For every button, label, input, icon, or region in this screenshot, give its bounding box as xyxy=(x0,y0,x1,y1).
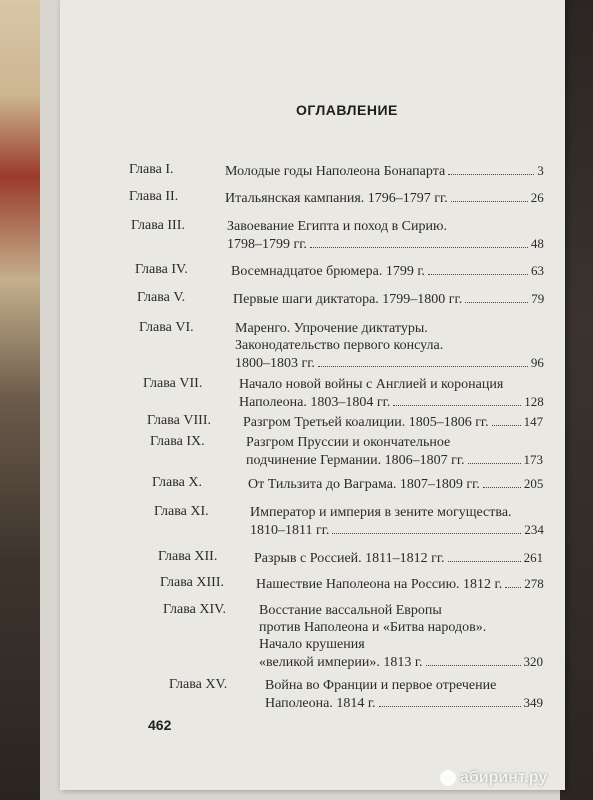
chapter-label: Глава XIV. xyxy=(163,602,226,617)
chapter-title-line: Разрыв с Россией. 1811–1812 гг. xyxy=(254,551,445,566)
page-ref: 205 xyxy=(523,476,544,491)
page-ref: 278 xyxy=(524,576,544,591)
page-ref: 320 xyxy=(523,654,544,669)
chapter-title xyxy=(231,262,546,280)
chapter-title xyxy=(259,602,546,671)
chapter-title xyxy=(235,320,546,372)
chapter-label: Глава II. xyxy=(129,189,179,204)
chapter-title-line: 1800–1803 гг. xyxy=(235,356,315,371)
chapter-label: Глава VI. xyxy=(139,320,194,335)
chapter-title-line: «великой империи». 1813 г. xyxy=(259,655,423,670)
chapter-title xyxy=(256,575,546,593)
dot-leader xyxy=(428,264,528,275)
page-ref: 147 xyxy=(523,414,544,429)
dot-leader xyxy=(448,551,521,562)
chapter-title-line: Начало крушения xyxy=(259,637,365,652)
chapter-title-line: Начало новой войны с Англией и коронация xyxy=(239,377,504,392)
chapter-title-line: Восемнадцатое брюмера. 1799 г. xyxy=(231,264,425,279)
chapter-title-line: Наполеона. 1814 г. xyxy=(265,696,376,711)
chapter-title xyxy=(233,290,546,308)
page-ref: 349 xyxy=(523,695,544,710)
dot-leader xyxy=(332,523,521,534)
chapter-title xyxy=(246,434,546,469)
dot-leader xyxy=(426,655,521,666)
chapter-title-line: Война во Франции и первое отречение xyxy=(265,678,497,693)
chapter-title xyxy=(225,162,546,180)
dot-leader xyxy=(393,395,521,406)
dot-leader xyxy=(451,191,528,202)
dot-leader xyxy=(448,164,534,175)
chapter-title-line: Император и империя в зените могущества. xyxy=(250,505,512,520)
watermark xyxy=(440,769,547,787)
chapter-label: Глава XII. xyxy=(158,549,218,564)
chapter-title xyxy=(243,413,546,431)
chapter-label: Глава VII. xyxy=(143,376,203,391)
chapter-title-line: Первые шаги диктатора. 1799–1800 гг. xyxy=(233,292,463,307)
chapter-label: Глава XV. xyxy=(169,677,228,692)
chapter-label: Глава V. xyxy=(137,290,186,305)
chapter-title-line: Нашествие Наполеона на Россию. 1812 г. xyxy=(256,577,503,592)
page-number: 462 xyxy=(148,717,172,733)
dot-leader xyxy=(465,292,528,303)
page-ref: 234 xyxy=(524,522,544,537)
chapter-title-line: Маренго. Упрочение диктатуры. xyxy=(235,321,428,336)
labirint-logo-icon xyxy=(440,770,456,786)
chapter-title xyxy=(254,549,546,567)
chapter-label: Глава IV. xyxy=(135,262,188,277)
chapter-title xyxy=(239,376,546,411)
toc-heading: ОГЛАВЛЕНИЕ xyxy=(296,102,398,118)
chapter-label: Глава IX. xyxy=(150,434,205,449)
chapter-title-line: против Наполеона и «Битва народов». xyxy=(259,620,487,635)
chapter-title-line: Разгром Пруссии и окончательное xyxy=(246,435,451,450)
chapter-title xyxy=(227,218,546,253)
page-ref: 261 xyxy=(523,550,544,565)
chapter-label: Глава III. xyxy=(131,218,185,233)
chapter-label: Глава XIII. xyxy=(160,575,224,590)
chapter-title xyxy=(248,475,546,493)
dot-leader xyxy=(379,696,521,707)
dot-leader xyxy=(483,477,521,488)
dot-leader xyxy=(492,415,521,426)
chapter-title-line: Молодые годы Наполеона Бонапарта xyxy=(225,164,446,179)
chapter-title-line: 1798–1799 гг. xyxy=(227,237,307,252)
chapter-title-line: подчинение Германии. 1806–1807 гг. xyxy=(246,453,465,468)
chapter-label: Глава XI. xyxy=(154,504,209,519)
dot-leader xyxy=(468,453,521,464)
dot-leader xyxy=(310,237,528,248)
chapter-title-line: 1810–1811 гг. xyxy=(250,523,330,538)
chapter-title-line: Разгром Третьей коалиции. 1805–1806 гг. xyxy=(243,415,489,430)
page-ref: 3 xyxy=(537,163,544,178)
chapter-title-line: Наполеона. 1803–1804 гг. xyxy=(239,395,391,410)
chapter-title-line: Завоевание Египта и поход в Сирию. xyxy=(227,219,447,234)
chapter-title xyxy=(250,504,546,539)
page-ref: 48 xyxy=(530,236,544,251)
page-ref: 79 xyxy=(531,291,545,306)
page-ref: 96 xyxy=(530,355,544,370)
chapter-label: Глава I. xyxy=(129,162,174,177)
page-ref: 128 xyxy=(524,394,544,409)
dot-leader xyxy=(505,577,521,588)
chapter-label: Глава X. xyxy=(152,475,202,490)
chapter-title-line: Восстание вассальной Европы xyxy=(259,603,442,618)
dot-leader xyxy=(318,356,528,367)
chapter-title-line: Итальянская кампания. 1796–1797 гг. xyxy=(225,191,448,206)
chapter-title-line: От Тильзита до Ваграма. 1807–1809 гг. xyxy=(248,477,480,492)
chapter-title xyxy=(225,189,546,207)
chapter-title-line: Законодательство первого консула. xyxy=(235,338,444,353)
page-ref: 173 xyxy=(523,452,544,467)
chapter-title xyxy=(265,677,546,712)
watermark-text: абиринт.ру xyxy=(460,769,548,786)
page-ref: 26 xyxy=(530,190,544,205)
chapter-label: Глава VIII. xyxy=(147,413,211,428)
page-ref: 63 xyxy=(530,263,544,278)
